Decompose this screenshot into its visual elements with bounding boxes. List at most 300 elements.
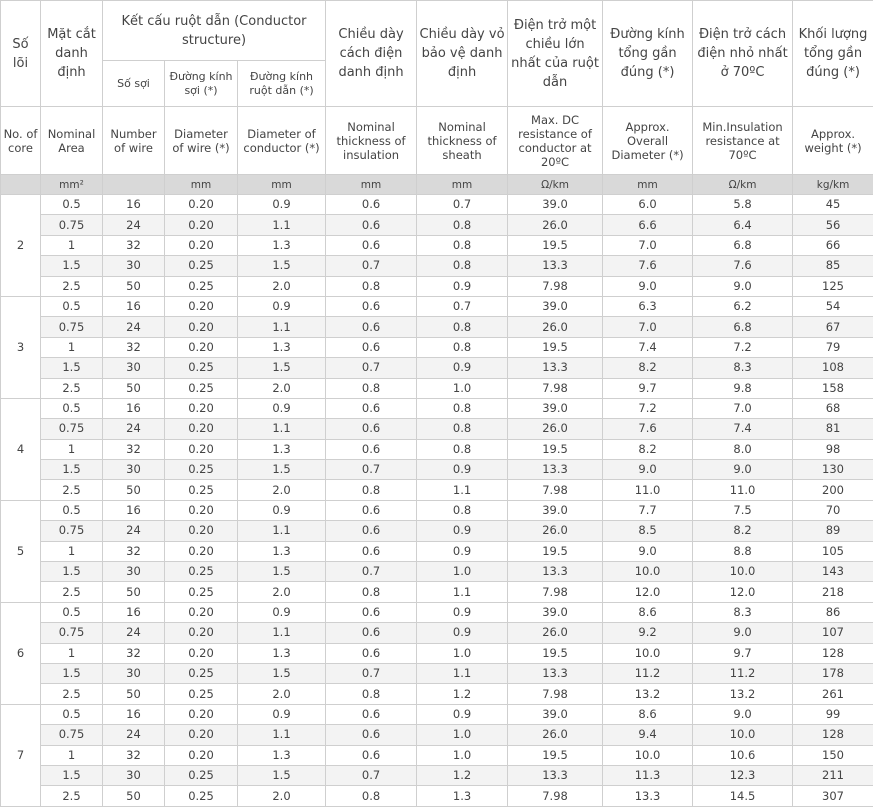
header-en-dc-resistance: Max. DC resistance of conductor at 20ºC [508,107,603,175]
overall-diameter-cell: 12.0 [603,582,693,602]
overall-diameter-cell: 11.3 [603,765,693,785]
sheath-cell: 0.8 [417,398,508,418]
insulation-cell: 0.6 [326,725,417,745]
header-en-dia-wire: Diameter of wire (*) [165,107,238,175]
dia-conductor-cell: 1.5 [238,358,326,378]
area-cell: 0.5 [41,296,103,316]
wires-cell: 32 [103,439,165,459]
dia-wire-cell: 0.20 [165,215,238,235]
insulation-resistance-cell: 6.8 [693,317,793,337]
sheath-cell: 1.0 [417,745,508,765]
insulation-cell: 0.6 [326,398,417,418]
area-cell: 2.5 [41,786,103,806]
weight-cell: 68 [793,398,873,418]
unit-overall-diameter: mm [603,175,693,195]
wires-cell: 16 [103,500,165,520]
insulation-cell: 0.6 [326,337,417,357]
overall-diameter-cell: 7.0 [603,235,693,255]
dia-wire-cell: 0.20 [165,398,238,418]
header-cach-dien: Chiều dày cách điện danh định [326,1,417,107]
wires-cell: 30 [103,460,165,480]
dia-conductor-cell: 1.1 [238,317,326,337]
table-row [1,195,873,215]
table-row [1,745,873,765]
sheath-cell: 1.0 [417,643,508,663]
dia-conductor-cell: 1.3 [238,541,326,561]
header-row-vn [1,1,873,61]
insulation-cell: 0.6 [326,317,417,337]
insulation-cell: 0.8 [326,480,417,500]
dia-wire-cell: 0.25 [165,358,238,378]
dc-resistance-cell: 19.5 [508,337,603,357]
table-row [1,235,873,255]
dc-resistance-cell: 13.3 [508,256,603,276]
unit-weight: kg/km [793,175,873,195]
wires-cell: 30 [103,256,165,276]
dia-wire-cell: 0.20 [165,317,238,337]
insulation-resistance-cell: 13.2 [693,684,793,704]
weight-cell: 105 [793,541,873,561]
dc-resistance-cell: 13.3 [508,765,603,785]
header-en-wires: Number of wire [103,107,165,175]
table-row [1,500,873,520]
weight-cell: 108 [793,358,873,378]
sheath-cell: 0.9 [417,602,508,622]
header-dien-tro-mot-chieu: Điện trở một chiều lớn nhất của ruột dẫn [508,1,603,107]
sheath-cell: 0.8 [417,317,508,337]
table-row [1,276,873,296]
header-en-sheath: Nominal thickness of sheath [417,107,508,175]
sheath-cell: 1.0 [417,562,508,582]
insulation-resistance-cell: 8.3 [693,602,793,622]
dia-wire-cell: 0.20 [165,419,238,439]
wires-cell: 30 [103,663,165,683]
area-cell: 1 [41,745,103,765]
insulation-resistance-cell: 9.8 [693,378,793,398]
weight-cell: 99 [793,704,873,724]
dia-conductor-cell: 0.9 [238,296,326,316]
sheath-cell: 1.0 [417,378,508,398]
header-so-soi: Số sợi [103,61,165,107]
overall-diameter-cell: 7.6 [603,419,693,439]
dia-wire-cell: 0.20 [165,296,238,316]
unit-core [1,175,41,195]
dia-conductor-cell: 1.1 [238,215,326,235]
dia-conductor-cell: 0.9 [238,398,326,418]
dc-resistance-cell: 13.3 [508,358,603,378]
insulation-cell: 0.6 [326,623,417,643]
area-cell: 0.5 [41,398,103,418]
dia-conductor-cell: 1.5 [238,460,326,480]
weight-cell: 70 [793,500,873,520]
core-count-cell: 3 [1,296,41,398]
sheath-cell: 0.9 [417,276,508,296]
header-en-weight: Approx. weight (*) [793,107,873,175]
dia-wire-cell: 0.20 [165,500,238,520]
insulation-cell: 0.8 [326,684,417,704]
insulation-resistance-cell: 8.8 [693,541,793,561]
weight-cell: 66 [793,235,873,255]
wires-cell: 50 [103,378,165,398]
table-row [1,562,873,582]
wires-cell: 50 [103,276,165,296]
unit-row [1,175,873,195]
insulation-resistance-cell: 9.0 [693,623,793,643]
wires-cell: 24 [103,521,165,541]
dia-conductor-cell: 2.0 [238,786,326,806]
dc-resistance-cell: 13.3 [508,460,603,480]
weight-cell: 200 [793,480,873,500]
dia-wire-cell: 0.20 [165,745,238,765]
wires-cell: 32 [103,745,165,765]
sheath-cell: 0.9 [417,704,508,724]
overall-diameter-cell: 9.0 [603,460,693,480]
table-row [1,684,873,704]
insulation-cell: 0.6 [326,521,417,541]
sheath-cell: 0.9 [417,521,508,541]
area-cell: 0.5 [41,602,103,622]
dc-resistance-cell: 39.0 [508,704,603,724]
table-row [1,296,873,316]
area-cell: 2.5 [41,378,103,398]
insulation-resistance-cell: 10.0 [693,562,793,582]
wires-cell: 16 [103,398,165,418]
dc-resistance-cell: 26.0 [508,317,603,337]
overall-diameter-cell: 8.6 [603,704,693,724]
area-cell: 0.75 [41,215,103,235]
unit-dia-wire: mm [165,175,238,195]
dia-conductor-cell: 0.9 [238,500,326,520]
insulation-cell: 0.6 [326,704,417,724]
area-cell: 1 [41,541,103,561]
sheath-cell: 0.7 [417,296,508,316]
dia-conductor-cell: 1.1 [238,725,326,745]
overall-diameter-cell: 10.0 [603,643,693,663]
dia-wire-cell: 0.25 [165,765,238,785]
weight-cell: 45 [793,195,873,215]
wires-cell: 16 [103,195,165,215]
wires-cell: 24 [103,725,165,745]
table-row [1,623,873,643]
weight-cell: 178 [793,663,873,683]
header-duong-kinh-soi: Đường kính sợi (*) [165,61,238,107]
sheath-cell: 1.2 [417,765,508,785]
insulation-cell: 0.6 [326,195,417,215]
overall-diameter-cell: 9.7 [603,378,693,398]
unit-dc-resistance: Ω/km [508,175,603,195]
weight-cell: 261 [793,684,873,704]
dc-resistance-cell: 7.98 [508,276,603,296]
insulation-resistance-cell: 11.0 [693,480,793,500]
table-row [1,480,873,500]
sheath-cell: 0.9 [417,358,508,378]
weight-cell: 86 [793,602,873,622]
core-count-cell: 4 [1,398,41,500]
weight-cell: 211 [793,765,873,785]
weight-cell: 218 [793,582,873,602]
header-mat-cat: Mặt cắt danh định [41,1,103,107]
insulation-resistance-cell: 10.6 [693,745,793,765]
sheath-cell: 0.9 [417,460,508,480]
dia-wire-cell: 0.25 [165,276,238,296]
header-duong-kinh-ruot: Đường kính ruột dẫn (*) [238,61,326,107]
overall-diameter-cell: 11.0 [603,480,693,500]
header-khoi-luong: Khối lượng tổng gần đúng (*) [793,1,873,107]
wires-cell: 32 [103,541,165,561]
sheath-cell: 0.8 [417,500,508,520]
insulation-cell: 0.8 [326,582,417,602]
area-cell: 2.5 [41,684,103,704]
core-count-cell: 5 [1,500,41,602]
insulation-resistance-cell: 7.5 [693,500,793,520]
sheath-cell: 1.0 [417,725,508,745]
dc-resistance-cell: 7.98 [508,684,603,704]
wires-cell: 32 [103,337,165,357]
core-count-cell: 2 [1,195,41,297]
area-cell: 1.5 [41,562,103,582]
insulation-cell: 0.7 [326,663,417,683]
wires-cell: 16 [103,296,165,316]
dc-resistance-cell: 19.5 [508,745,603,765]
sheath-cell: 0.8 [417,235,508,255]
table-row [1,215,873,235]
overall-diameter-cell: 9.0 [603,276,693,296]
area-cell: 1.5 [41,663,103,683]
insulation-resistance-cell: 11.2 [693,663,793,683]
table-row [1,765,873,785]
wires-cell: 30 [103,765,165,785]
dia-conductor-cell: 2.0 [238,684,326,704]
area-cell: 1.5 [41,256,103,276]
header-en-area: Nominal Area [41,107,103,175]
dia-conductor-cell: 1.3 [238,745,326,765]
wires-cell: 50 [103,786,165,806]
area-cell: 0.75 [41,725,103,745]
wires-cell: 24 [103,215,165,235]
header-en-core: No. of core [1,107,41,175]
wires-cell: 50 [103,480,165,500]
insulation-resistance-cell: 8.2 [693,521,793,541]
dia-wire-cell: 0.20 [165,235,238,255]
insulation-cell: 0.7 [326,765,417,785]
insulation-resistance-cell: 9.7 [693,643,793,663]
dia-conductor-cell: 1.3 [238,235,326,255]
dia-conductor-cell: 1.1 [238,419,326,439]
dc-resistance-cell: 39.0 [508,195,603,215]
dc-resistance-cell: 7.98 [508,378,603,398]
area-cell: 1 [41,643,103,663]
insulation-cell: 0.7 [326,256,417,276]
dia-wire-cell: 0.25 [165,480,238,500]
dia-wire-cell: 0.20 [165,725,238,745]
table-row [1,337,873,357]
insulation-cell: 0.6 [326,643,417,663]
insulation-resistance-cell: 9.0 [693,704,793,724]
dia-conductor-cell: 1.5 [238,663,326,683]
wires-cell: 30 [103,358,165,378]
core-count-cell: 7 [1,704,41,806]
weight-cell: 158 [793,378,873,398]
insulation-resistance-cell: 8.3 [693,358,793,378]
table-row [1,358,873,378]
overall-diameter-cell: 9.2 [603,623,693,643]
overall-diameter-cell: 7.4 [603,337,693,357]
insulation-cell: 0.8 [326,378,417,398]
sheath-cell: 1.3 [417,786,508,806]
header-so-loi: Số lõi [1,1,41,107]
overall-diameter-cell: 6.3 [603,296,693,316]
dia-wire-cell: 0.20 [165,704,238,724]
wires-cell: 24 [103,317,165,337]
dia-wire-cell: 0.20 [165,643,238,663]
sheath-cell: 0.8 [417,215,508,235]
overall-diameter-cell: 9.4 [603,725,693,745]
dia-wire-cell: 0.25 [165,582,238,602]
dia-wire-cell: 0.25 [165,460,238,480]
insulation-cell: 0.6 [326,215,417,235]
dia-wire-cell: 0.20 [165,337,238,357]
wires-cell: 24 [103,419,165,439]
dc-resistance-cell: 13.3 [508,663,603,683]
weight-cell: 307 [793,786,873,806]
weight-cell: 107 [793,623,873,643]
dia-conductor-cell: 1.3 [238,439,326,459]
dc-resistance-cell: 19.5 [508,439,603,459]
insulation-resistance-cell: 6.8 [693,235,793,255]
area-cell: 1 [41,439,103,459]
dc-resistance-cell: 7.98 [508,786,603,806]
table-row [1,439,873,459]
dia-wire-cell: 0.20 [165,521,238,541]
area-cell: 2.5 [41,582,103,602]
wires-cell: 30 [103,562,165,582]
weight-cell: 128 [793,725,873,745]
header-en-insulation: Nominal thickness of insulation [326,107,417,175]
insulation-cell: 0.7 [326,562,417,582]
header-vo-bao-ve: Chiều dày vỏ bảo vệ danh định [417,1,508,107]
dia-conductor-cell: 1.1 [238,623,326,643]
overall-diameter-cell: 13.3 [603,786,693,806]
header-row-en [1,107,873,175]
weight-cell: 130 [793,460,873,480]
wires-cell: 32 [103,643,165,663]
sheath-cell: 0.8 [417,337,508,357]
wires-cell: 50 [103,582,165,602]
dia-conductor-cell: 0.9 [238,195,326,215]
area-cell: 2.5 [41,276,103,296]
insulation-resistance-cell: 12.3 [693,765,793,785]
wires-cell: 24 [103,623,165,643]
insulation-cell: 0.6 [326,296,417,316]
area-cell: 1.5 [41,358,103,378]
sheath-cell: 0.7 [417,195,508,215]
insulation-resistance-cell: 9.0 [693,276,793,296]
insulation-cell: 0.6 [326,235,417,255]
sheath-cell: 0.9 [417,623,508,643]
sheath-cell: 0.8 [417,256,508,276]
table-row [1,521,873,541]
core-count-cell: 6 [1,602,41,704]
insulation-resistance-cell: 7.6 [693,256,793,276]
sheath-cell: 1.1 [417,663,508,683]
table-row [1,786,873,806]
dia-wire-cell: 0.20 [165,602,238,622]
insulation-resistance-cell: 6.2 [693,296,793,316]
table-row [1,602,873,622]
dia-wire-cell: 0.20 [165,195,238,215]
weight-cell: 67 [793,317,873,337]
sheath-cell: 1.2 [417,684,508,704]
header-en-overall-diameter: Approx. Overall Diameter (*) [603,107,693,175]
area-cell: 1.5 [41,460,103,480]
weight-cell: 150 [793,745,873,765]
weight-cell: 79 [793,337,873,357]
dia-conductor-cell: 2.0 [238,378,326,398]
unit-dia-conductor: mm [238,175,326,195]
weight-cell: 143 [793,562,873,582]
overall-diameter-cell: 10.0 [603,562,693,582]
table-row [1,643,873,663]
dc-resistance-cell: 19.5 [508,235,603,255]
dc-resistance-cell: 39.0 [508,296,603,316]
insulation-cell: 0.6 [326,439,417,459]
insulation-cell: 0.6 [326,500,417,520]
insulation-resistance-cell: 14.5 [693,786,793,806]
dia-wire-cell: 0.25 [165,663,238,683]
weight-cell: 85 [793,256,873,276]
dia-wire-cell: 0.20 [165,439,238,459]
table-row [1,460,873,480]
sheath-cell: 0.8 [417,439,508,459]
dia-conductor-cell: 2.0 [238,582,326,602]
insulation-cell: 0.7 [326,460,417,480]
wires-cell: 50 [103,684,165,704]
header-en-dia-conductor: Diameter of conductor (*) [238,107,326,175]
insulation-cell: 0.6 [326,602,417,622]
overall-diameter-cell: 11.2 [603,663,693,683]
sheath-cell: 0.8 [417,419,508,439]
insulation-cell: 0.6 [326,541,417,561]
insulation-resistance-cell: 9.0 [693,460,793,480]
header-duong-kinh-tong: Đường kính tổng gần đúng (*) [603,1,693,107]
area-cell: 0.75 [41,419,103,439]
insulation-resistance-cell: 7.4 [693,419,793,439]
overall-diameter-cell: 10.0 [603,745,693,765]
area-cell: 0.75 [41,317,103,337]
overall-diameter-cell: 6.0 [603,195,693,215]
insulation-resistance-cell: 10.0 [693,725,793,745]
dia-conductor-cell: 1.3 [238,643,326,663]
area-cell: 0.5 [41,500,103,520]
table-row [1,419,873,439]
unit-sheath: mm [417,175,508,195]
dc-resistance-cell: 39.0 [508,602,603,622]
insulation-resistance-cell: 7.0 [693,398,793,418]
area-cell: 1 [41,235,103,255]
insulation-resistance-cell: 5.8 [693,195,793,215]
insulation-cell: 0.8 [326,786,417,806]
table-row [1,704,873,724]
dia-conductor-cell: 1.1 [238,521,326,541]
weight-cell: 128 [793,643,873,663]
area-cell: 2.5 [41,480,103,500]
area-cell: 0.75 [41,521,103,541]
overall-diameter-cell: 8.5 [603,521,693,541]
weight-cell: 56 [793,215,873,235]
header-en-insulation-resistance: Min.Insulation resistance at 70ºC [693,107,793,175]
dc-resistance-cell: 26.0 [508,419,603,439]
insulation-resistance-cell: 6.4 [693,215,793,235]
